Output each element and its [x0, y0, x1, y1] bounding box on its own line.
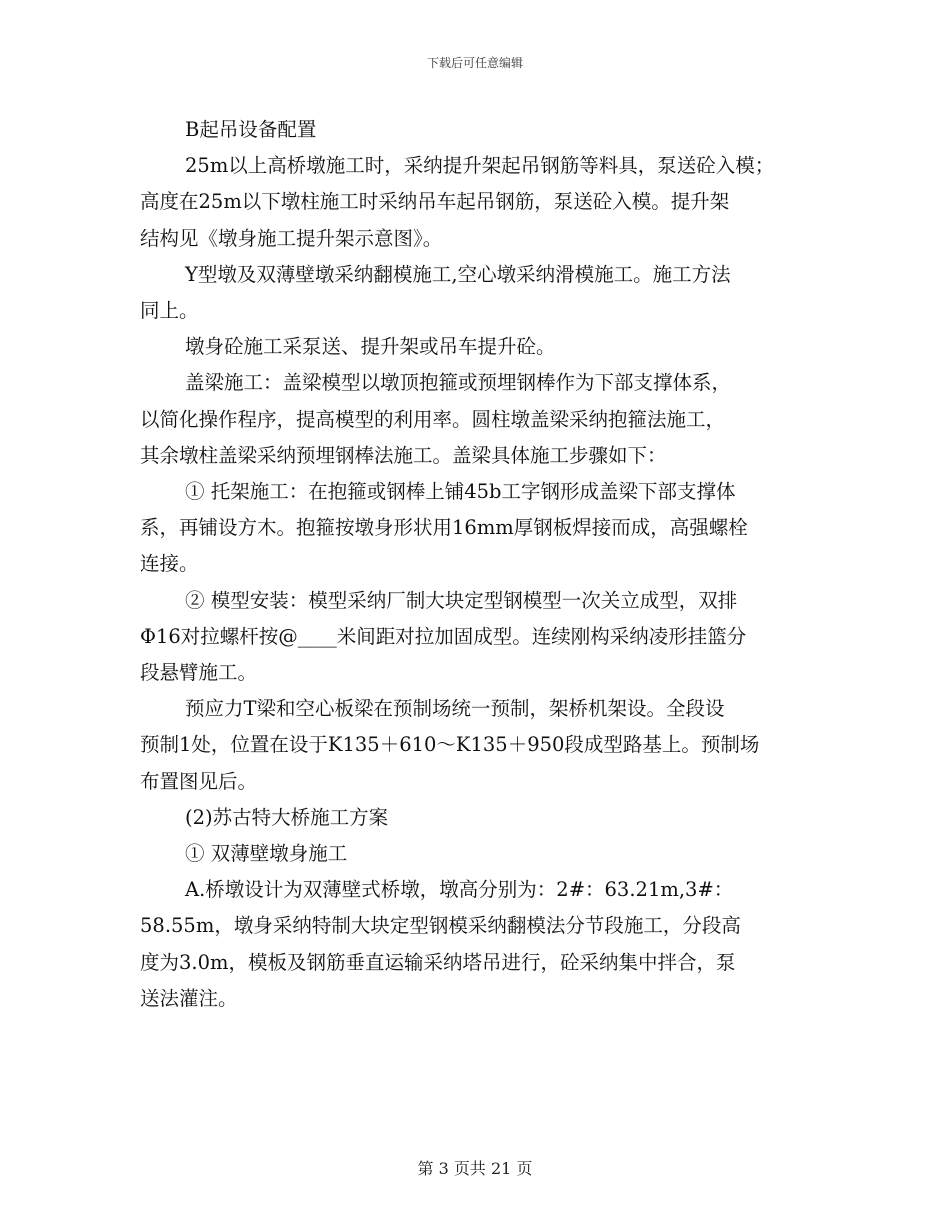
text-line: 高度在25m以下墩柱施工时采纳吊车起吊钢筋，泵送砼入模。提升架: [140, 190, 730, 214]
text-line: 25m以上高桥墩施工时，采纳提升架起吊钢筋等料具，泵送砼入模；: [185, 154, 775, 178]
text-line: 送法灌注。: [140, 986, 238, 1010]
text-line: (2)苏古特大桥施工方案: [185, 805, 389, 829]
text-line: 结构见《墩身施工提升架示意图》。: [140, 226, 443, 250]
text-line: Φ16对拉螺杆按@____米间距对拉加固成型。连续刚构采纳凌形挂篮分: [140, 624, 747, 648]
text-line: 系，再铺设方木。抱箍按墩身形状用16mm厚钢板焊接而成，高强螺栓: [140, 516, 748, 540]
text-line: 58.55m，墩身采纳特制大块定型钢模采纳翻模法分节段施工，分段高: [140, 914, 741, 938]
text-line: 连接。: [140, 552, 199, 576]
page-footer: 第 3 页共 21 页: [417, 1159, 533, 1178]
text-line: ① 托架施工：在抱箍或钢棒上铺45b工字钢形成盖梁下部支撑体: [185, 480, 736, 504]
text-line: ② 模型安装：模型采纳厂制大块定型钢模型一次关立成型，双排: [185, 588, 738, 612]
text-line: 预应力T梁和空心板梁在预制场统一预制，架桥机架设。全段设: [185, 697, 725, 721]
page-header: 下载后可任意编辑: [426, 56, 523, 70]
text-line: Y型墩及双薄壁墩采纳翻模施工,空心墩采纳滑模施工。施工方法: [185, 262, 731, 286]
text-line: 其余墩柱盖梁采纳预埋钢棒法施工。盖梁具体施工步骤如下：: [140, 443, 667, 467]
text-line: 段悬臂施工。: [140, 661, 258, 685]
text-line: ① 双薄壁墩身施工: [185, 842, 348, 866]
text-line: 盖梁施工：盖梁模型以墩顶抱箍或预埋钢棒作为下部支撑体系，: [185, 371, 732, 395]
text-line: 度为3.0m，模板及钢筋垂直运输采纳塔吊进行，砼采纳集中拌合，泵: [140, 950, 736, 974]
text-line: 墩身砼施工采泵送、提升架或吊车提升砼。: [185, 335, 556, 359]
text-line: 布置图见后。: [140, 769, 258, 793]
text-line: A.桥墩设计为双薄壁式桥墩，墩高分别为：2#：63.21m,3#：: [185, 878, 734, 902]
text-line: B起吊设备配置: [185, 118, 317, 141]
text-line: 以简化操作程序，提高模型的利用率。圆柱墩盖梁采纳抱箍法施工，: [140, 407, 726, 431]
text-line: 同上。: [140, 299, 199, 323]
document-body: [140, 112, 810, 1017]
text-line: 预制1处，位置在设于K135＋610～K135＋950段成型路基上。预制场: [140, 733, 760, 757]
